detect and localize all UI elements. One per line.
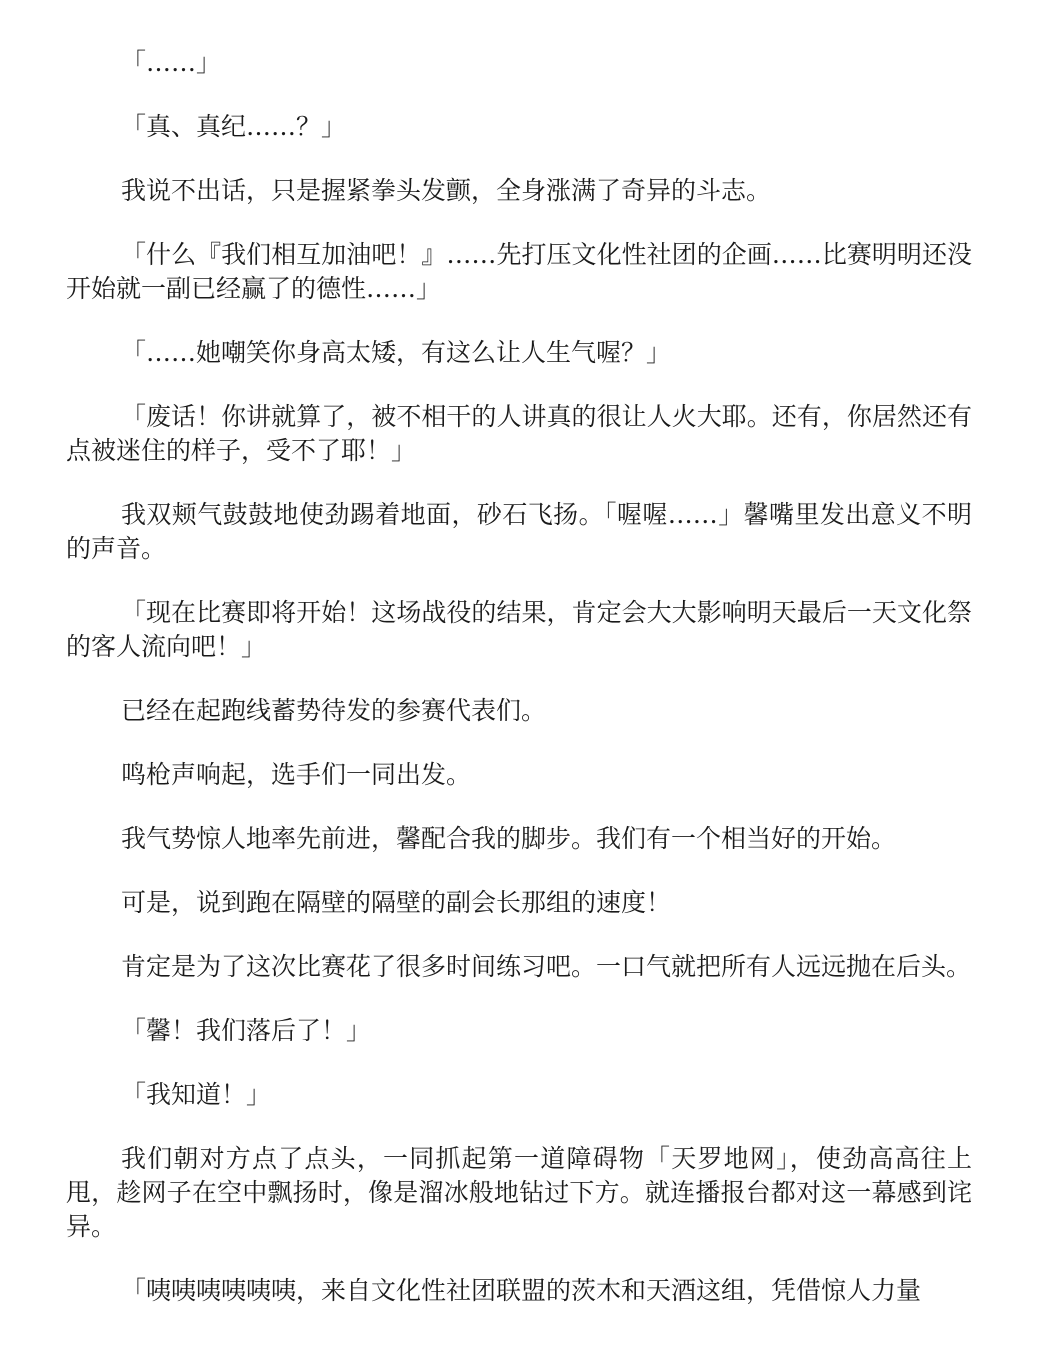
paragraph: 我双颊气鼓鼓地使劲踢着地面，砂石飞扬。「喔喔……」馨嘴里发出意义不明的声音。 [66, 500, 972, 563]
paragraph: 「我知道！」 [121, 1080, 272, 1109]
paragraph: 我说不出话，只是握紧拳头发颤，全身涨满了奇异的斗志。 [121, 176, 772, 205]
paragraph: 已经在起跑线蓄势待发的参赛代表们。 [121, 696, 547, 725]
paragraph: 「废话！你讲就算了，被不相干的人讲真的很让人火大耶。还有，你居然还有点被迷住的样子，受不了耶！」 [66, 402, 972, 465]
paragraph: 「真、真纪……？」 [121, 112, 347, 141]
paragraph: 「现在比赛即将开始！这场战役的结果，肯定会大大影响明天最后一天文化祭的客人流向吧！」 [66, 598, 972, 661]
paragraph: 「……」 [121, 48, 222, 77]
paragraph: 我气势惊人地率先前进，馨配合我的脚步。我们有一个相当好的开始。 [121, 824, 897, 853]
paragraph: 鸣枪声响起，选手们一同出发。 [121, 760, 472, 789]
paragraph: 「……她嘲笑你身高太矮，有这么让人生气喔？」 [121, 338, 672, 367]
paragraph: 可是，说到跑在隔壁的隔壁的副会长那组的速度！ [121, 888, 672, 917]
paragraph: 「什么『我们相互加油吧！』……先打压文化性社团的企画……比赛明明还没开始就一副已经赢了的德性……」 [66, 240, 972, 303]
paragraph: 「咦咦咦咦咦咦，来自文化性社团联盟的茨木和天酒这组，凭借惊人力量 [121, 1276, 922, 1305]
paragraph: 肯定是为了这次比赛花了很多时间练习吧。一口气就把所有人远远抛在后头。 [121, 952, 972, 981]
paragraph: 我们朝对方点了点头，一同抓起第一道障碍物「天罗地网」，使劲高高往上甩，趁网子在空中飘扬时，像是溜冰般地钻过下方。就连播报台都对这一幕感到诧异。 [66, 1144, 972, 1241]
paragraph: 「馨！我们落后了！」 [121, 1016, 372, 1045]
